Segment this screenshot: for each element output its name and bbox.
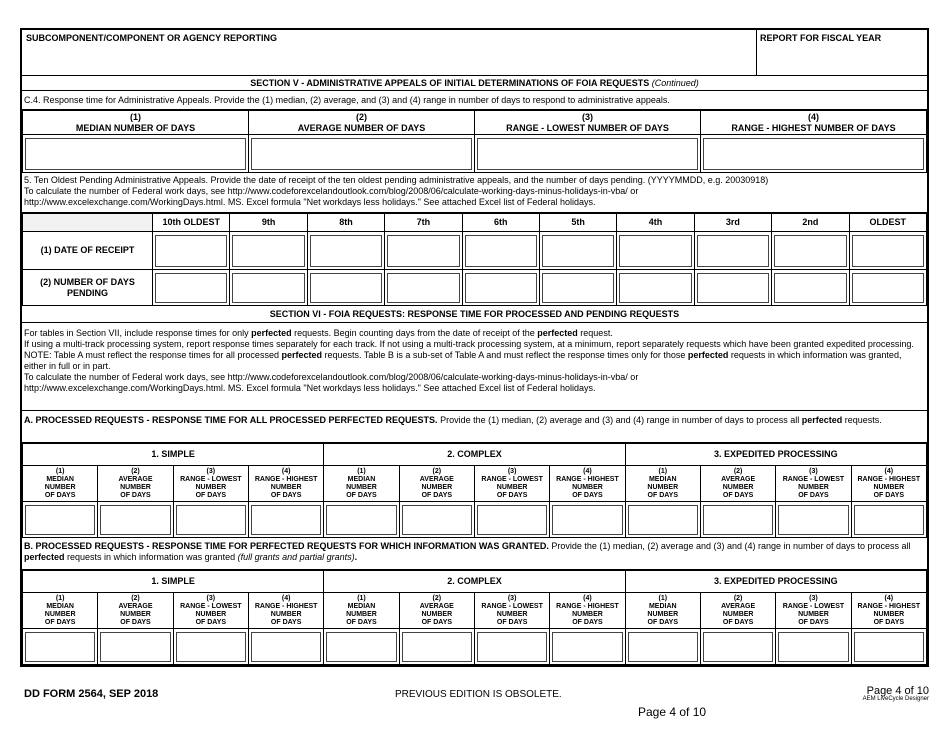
- table-b-group-complex: 2. COMPLEX: [324, 571, 625, 593]
- section-vi-title: SECTION VI - FOIA REQUESTS: RESPONSE TIME FOR PROCESSED AND PENDING REQUESTS: [22, 306, 927, 323]
- fiscal-year-cell[interactable]: [756, 30, 927, 75]
- pending-input-oldest[interactable]: [852, 273, 924, 303]
- section-v-title-text: SECTION V - ADMINISTRATIVE APPEALS OF INITIAL DETERMINATIONS OF FOIA REQUESTS: [250, 78, 650, 88]
- date-of-receipt-label: (1) DATE OF RECEIPT: [23, 232, 153, 270]
- a-sub-lowest: (3) RANGE - LOWEST NUMBER OF DAYS: [173, 466, 248, 502]
- receipt-input-5th[interactable]: [542, 235, 614, 267]
- receipt-input-9th[interactable]: [232, 235, 304, 267]
- b-expedited-average-input[interactable]: [703, 632, 773, 662]
- oldest-header-4th: 4th: [617, 214, 694, 232]
- viewer-page-indicator: Page 4 of 10: [638, 705, 707, 719]
- b-complex-median-input[interactable]: [326, 632, 396, 662]
- pending-input-7th[interactable]: [387, 273, 459, 303]
- a-complex-lowest-input[interactable]: [477, 505, 547, 535]
- oldest-header-10th: 10th OLDEST: [153, 214, 230, 232]
- b-sub-median: (1) MEDIAN NUMBER OF DAYS: [324, 593, 399, 629]
- designer-credit: AEM LiveCycle Designer: [862, 696, 929, 702]
- oldest-header-oldest: OLDEST: [849, 214, 926, 232]
- c4-table: [22, 110, 927, 173]
- b-expedited-lowest-input[interactable]: [778, 632, 848, 662]
- receipt-input-7th[interactable]: [387, 235, 459, 267]
- table-b: [22, 570, 927, 665]
- receipt-input-2nd[interactable]: [774, 235, 846, 267]
- a-expedited-average-input[interactable]: [703, 505, 773, 535]
- b-simple-average-input[interactable]: [100, 632, 170, 662]
- receipt-input-3rd[interactable]: [697, 235, 769, 267]
- b-sub-lowest: (3) RANGE - LOWEST NUMBER OF DAYS: [776, 593, 851, 629]
- receipt-input-4th[interactable]: [619, 235, 691, 267]
- a-sub-average: (2) AVERAGE NUMBER OF DAYS: [399, 466, 474, 502]
- c4-lowest-cell: [475, 135, 701, 173]
- instr-p1: For tables in Section VII, include response times for only perfected requests. Begin counting days from the date of receipt of the perfected request.: [24, 328, 613, 338]
- a-sub-average: (2) AVERAGE NUMBER OF DAYS: [98, 466, 173, 502]
- c4-average-input[interactable]: [251, 138, 472, 170]
- b-sub-average: (2) AVERAGE NUMBER OF DAYS: [700, 593, 775, 629]
- table-a-inputs: [23, 502, 927, 538]
- section-v-title-suffix: (Continued): [651, 78, 699, 88]
- table-a-group-simple: 1. SIMPLE: [23, 444, 324, 466]
- b-expedited-median-input[interactable]: [628, 632, 698, 662]
- pending-input-4th[interactable]: [619, 273, 691, 303]
- oldest-header-6th: 6th: [462, 214, 539, 232]
- agency-reporting-cell[interactable]: [22, 30, 757, 75]
- instr-p3: NOTE: Table A must reflect the response times for all processed perfected requests. Table B is a sub-set of Table A and must reflect the response times only for those perfected requests in which information was granted, either in full or in part.: [24, 350, 902, 371]
- agency-reporting-label: SUBCOMPONENT/COMPONENT OR AGENCY REPORTING: [26, 33, 278, 43]
- c4-highest-cell: [701, 135, 927, 173]
- oldest-header-3rd: 3rd: [694, 214, 771, 232]
- table-a: [22, 443, 927, 538]
- c4-median-cell: [23, 135, 249, 173]
- b-simple-highest-input[interactable]: [251, 632, 321, 662]
- date-of-receipt-row: [23, 232, 927, 270]
- item5-line1: 5. Ten Oldest Pending Administrative Appeals. Provide the date of receipt of the ten oldest pending administrative appeals, and the number of days pending. (YYYYMMDD, e.g. 20030918): [24, 175, 769, 185]
- days-pending-label: (2) NUMBER OF DAYS PENDING: [23, 270, 153, 306]
- b-sub-median: (1) MEDIAN NUMBER OF DAYS: [625, 593, 700, 629]
- b-sub-highest: (4) RANGE - HIGHEST NUMBER OF DAYS: [248, 593, 323, 629]
- a-sub-median: (1) MEDIAN NUMBER OF DAYS: [23, 466, 98, 502]
- b-sub-average: (2) AVERAGE NUMBER OF DAYS: [98, 593, 173, 629]
- table-a-group-complex: 2. COMPLEX: [324, 444, 625, 466]
- form-id: DD FORM 2564, SEP 2018: [24, 688, 159, 700]
- table-b-subheaders: [23, 593, 927, 629]
- a-sub-median: (1) MEDIAN NUMBER OF DAYS: [625, 466, 700, 502]
- pending-input-10th[interactable]: [155, 273, 227, 303]
- ten-oldest-table: [22, 213, 927, 306]
- b-simple-lowest-input[interactable]: [176, 632, 246, 662]
- table-a-group-expedited: 3. EXPEDITED PROCESSING: [625, 444, 926, 466]
- c4-header-highest: (4) RANGE - HIGHEST NUMBER OF DAYS: [701, 111, 927, 135]
- table-b-group-expedited: 3. EXPEDITED PROCESSING: [625, 571, 926, 593]
- b-sub-lowest: (3) RANGE - LOWEST NUMBER OF DAYS: [474, 593, 549, 629]
- pending-input-3rd[interactable]: [697, 273, 769, 303]
- b-complex-average-input[interactable]: [402, 632, 472, 662]
- item5-line3: http://www.excelexchange.com/WorkingDays.html. MS. Excel formula "Net workdays less holidays." See attached Excel list of Federal holidays.: [24, 197, 596, 207]
- oldest-header-5th: 5th: [539, 214, 616, 232]
- a-sub-highest: (4) RANGE - HIGHEST NUMBER OF DAYS: [851, 466, 926, 502]
- foia-report-form: [20, 28, 929, 667]
- pending-input-6th[interactable]: [465, 273, 537, 303]
- instr-p4: To calculate the number of Federal work days, see http://www.codeforexcelandoutlook.com/blog/2008/06/calculate-working-days-minus-holidays-in-vba/ or: [24, 372, 639, 382]
- oldest-header-7th: 7th: [385, 214, 462, 232]
- form-footer: [20, 685, 929, 702]
- receipt-input-10th[interactable]: [155, 235, 227, 267]
- table-b-inputs: [23, 629, 927, 665]
- item5-instructions: [22, 173, 927, 213]
- pending-input-9th[interactable]: [232, 273, 304, 303]
- a-sub-median: (1) MEDIAN NUMBER OF DAYS: [324, 466, 399, 502]
- obsolete-note: PREVIOUS EDITION IS OBSOLETE.: [395, 689, 562, 700]
- c4-highest-input[interactable]: [703, 138, 924, 170]
- c4-header-lowest: (3) RANGE - LOWEST NUMBER OF DAYS: [475, 111, 701, 135]
- c4-median-input[interactable]: [25, 138, 246, 170]
- a-complex-highest-input[interactable]: [552, 505, 622, 535]
- c4-instructions: C.4. Response time for Administrative Appeals. Provide the (1) median, (2) average, and (3) and (4) range in number of days to respond to administrative appeals.: [22, 91, 927, 110]
- a-simple-highest-input[interactable]: [251, 505, 321, 535]
- instr-p5: http://www.excelexchange.com/WorkingDays.html. MS. Excel formula "Net workdays less holidays." See attached Excel list of Federal holidays.: [24, 383, 596, 393]
- table-a-subheaders: [23, 466, 927, 502]
- a-expedited-median-input[interactable]: [628, 505, 698, 535]
- a-complex-average-input[interactable]: [402, 505, 472, 535]
- page-number: Page 4 of 10: [866, 685, 929, 697]
- b-expedited-highest-input[interactable]: [854, 632, 924, 662]
- section-vi-instructions: [22, 323, 927, 411]
- c4-header-average: (2) AVERAGE NUMBER OF DAYS: [249, 111, 475, 135]
- oldest-header-9th: 9th: [230, 214, 307, 232]
- b-sub-lowest: (3) RANGE - LOWEST NUMBER OF DAYS: [173, 593, 248, 629]
- days-pending-row: [23, 270, 927, 306]
- a-simple-median-input[interactable]: [25, 505, 95, 535]
- a-simple-lowest-input[interactable]: [176, 505, 246, 535]
- a-sub-average: (2) AVERAGE NUMBER OF DAYS: [700, 466, 775, 502]
- fiscal-year-label: REPORT FOR FISCAL YEAR: [760, 33, 882, 43]
- a-sub-highest: (4) RANGE - HIGHEST NUMBER OF DAYS: [550, 466, 625, 502]
- pending-input-2nd[interactable]: [774, 273, 846, 303]
- b-sub-highest: (4) RANGE - HIGHEST NUMBER OF DAYS: [550, 593, 625, 629]
- b-simple-median-input[interactable]: [25, 632, 95, 662]
- a-expedited-highest-input[interactable]: [854, 505, 924, 535]
- c4-average-cell: [249, 135, 475, 173]
- b-sub-average: (2) AVERAGE NUMBER OF DAYS: [399, 593, 474, 629]
- pending-input-5th[interactable]: [542, 273, 614, 303]
- a-sub-lowest: (3) RANGE - LOWEST NUMBER OF DAYS: [776, 466, 851, 502]
- oldest-header-8th: 8th: [307, 214, 384, 232]
- receipt-input-oldest[interactable]: [852, 235, 924, 267]
- table-a-instructions: A. PROCESSED REQUESTS - RESPONSE TIME FOR ALL PROCESSED PERFECTED REQUESTS. Provide the (1) median, (2) average and (3) and (4) range in number of days to process all perfected requests.: [22, 411, 927, 443]
- instr-p2: If using a multi-track processing system, report response times separately for each track. If not using a multi-track processing system, at a minimum, report separately requests which have been granted expedited processing.: [24, 339, 914, 349]
- a-sub-highest: (4) RANGE - HIGHEST NUMBER OF DAYS: [248, 466, 323, 502]
- receipt-input-6th[interactable]: [465, 235, 537, 267]
- receipt-input-8th[interactable]: [310, 235, 382, 267]
- a-expedited-lowest-input[interactable]: [778, 505, 848, 535]
- oldest-header-2nd: 2nd: [772, 214, 849, 232]
- c4-header-median: (1) MEDIAN NUMBER OF DAYS: [23, 111, 249, 135]
- item5-line2: To calculate the number of Federal work days, see http://www.codeforexcelandoutlook.com/blog/2008/06/calculate-working-days-minus-holidays-in-vba/ or: [24, 186, 639, 196]
- b-sub-highest: (4) RANGE - HIGHEST NUMBER OF DAYS: [851, 593, 926, 629]
- a-complex-median-input[interactable]: [326, 505, 396, 535]
- a-simple-average-input[interactable]: [100, 505, 170, 535]
- b-sub-median: (1) MEDIAN NUMBER OF DAYS: [23, 593, 98, 629]
- c4-lowest-input[interactable]: [477, 138, 698, 170]
- table-b-group-simple: 1. SIMPLE: [23, 571, 324, 593]
- b-complex-lowest-input[interactable]: [477, 632, 547, 662]
- table-b-instructions: B. PROCESSED REQUESTS - RESPONSE TIME FOR PERFECTED REQUESTS FOR WHICH INFORMATION WAS GRANTED. Provide the (1) median, (2) average and (3) and (4) range in number of days to process all perfected requests in which information was granted (full grants and partial grants).: [22, 538, 927, 570]
- header-row: [22, 30, 927, 76]
- pending-input-8th[interactable]: [310, 273, 382, 303]
- a-sub-lowest: (3) RANGE - LOWEST NUMBER OF DAYS: [474, 466, 549, 502]
- oldest-corner: [23, 214, 153, 232]
- section-v-title: [22, 76, 927, 91]
- b-complex-highest-input[interactable]: [552, 632, 622, 662]
